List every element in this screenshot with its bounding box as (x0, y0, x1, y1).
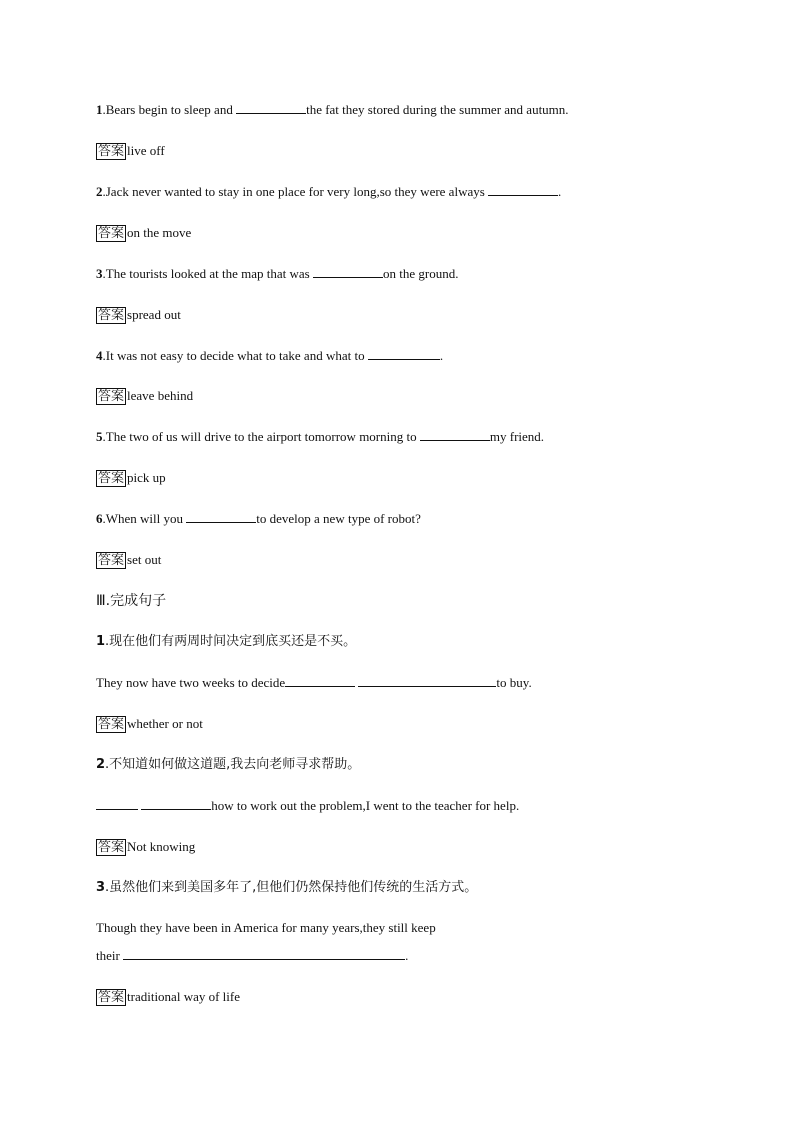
sentence-text: their (96, 948, 124, 963)
question-number: 1 (96, 102, 103, 117)
answer-blank (96, 797, 138, 810)
question-number: 2 (96, 184, 103, 199)
question-text: the fat they stored during the summer and autumn. (306, 102, 569, 117)
sentence-answer-3 (96, 988, 240, 1006)
answer-blank (488, 183, 558, 196)
question-text: .The two of us will drive to the airport tomorrow morning to (102, 429, 420, 444)
question-text: .Jack never wanted to stay in one place for very long,so they were always (102, 184, 489, 199)
question-number: 4 (96, 348, 103, 363)
answer-text: Not knowing (127, 839, 196, 854)
question-5 (96, 428, 544, 446)
answer-blank (141, 797, 211, 810)
question-number: 2 (96, 757, 106, 772)
answer-label-badge: 答案 (98, 553, 125, 568)
question-text: . (439, 348, 444, 363)
sentence-prompt-2 (96, 756, 360, 774)
answer-3 (96, 306, 181, 324)
sentence-english-2 (96, 797, 519, 815)
sentence-prompt-1 (96, 633, 356, 651)
answer-blank (123, 947, 405, 960)
chinese-prompt: .现在他们有两周时间决定到底买还是不买。 (105, 634, 357, 649)
answer-text: live off (127, 143, 165, 158)
question-number: 3 (96, 266, 103, 281)
sentence-text: to buy. (496, 675, 532, 690)
question-text: .The tourists looked at the map that was (102, 266, 313, 281)
question-text: on the ground. (382, 266, 459, 281)
sentence-english-3-line2 (96, 947, 408, 965)
question-text: my friend. (489, 429, 545, 444)
chinese-prompt: .不知道如何做这道题,我去向老师寻求帮助。 (105, 757, 361, 772)
sentence-text: . (405, 948, 409, 963)
answer-1 (96, 142, 165, 160)
section-title: Ⅲ.完成句子 (96, 593, 167, 609)
question-3 (96, 265, 458, 283)
answer-text: on the move (127, 225, 192, 240)
question-2 (96, 183, 561, 201)
answer-blank (358, 674, 496, 687)
answer-text: traditional way of life (127, 989, 241, 1004)
sentence-answer-1 (96, 715, 203, 733)
question-6 (96, 510, 421, 528)
answer-blank (368, 347, 440, 360)
answer-4 (96, 387, 193, 405)
question-4 (96, 347, 443, 365)
answer-text: whether or not (127, 716, 203, 731)
sentence-answer-2 (96, 838, 195, 856)
question-text: .It was not easy to decide what to take and what to (102, 348, 368, 363)
answer-label-badge: 答案 (98, 389, 125, 404)
sentence-text: how to work out the problem,I went to the teacher for help. (211, 798, 520, 813)
answer-blank (285, 674, 355, 687)
sentence-text: They now have two weeks to decide (96, 675, 286, 690)
answer-blank (420, 428, 490, 441)
chinese-prompt: .虽然他们来到美国多年了,但他们仍然保持他们传统的生活方式。 (105, 880, 478, 895)
answer-2 (96, 224, 191, 242)
answer-label-badge: 答案 (98, 226, 125, 241)
question-text: . (558, 184, 562, 199)
question-text: .Bears begin to sleep and (102, 102, 237, 117)
answer-label-badge: 答案 (98, 471, 125, 486)
answer-5 (96, 469, 166, 487)
question-number: 3 (96, 880, 106, 895)
answer-blank (313, 265, 383, 278)
sentence-prompt-3 (96, 879, 477, 897)
question-text: to develop a new type of robot? (256, 511, 421, 526)
question-1 (96, 101, 569, 119)
question-number: 1 (96, 634, 106, 649)
question-text: .When will you (102, 511, 187, 526)
question-number: 5 (96, 429, 103, 444)
answer-blank (236, 101, 306, 114)
answer-text: leave behind (127, 388, 194, 403)
answer-label-badge: 答案 (98, 990, 125, 1005)
answer-text: set out (127, 552, 162, 567)
answer-text: spread out (127, 307, 181, 322)
sentence-english-3-line1: Though they have been in America for many years,they still keep (96, 920, 436, 935)
sentence-english-1 (96, 674, 532, 692)
answer-label-badge: 答案 (98, 144, 125, 159)
question-number: 6 (96, 511, 103, 526)
answer-label-badge: 答案 (98, 840, 125, 855)
answer-6 (96, 551, 161, 569)
answer-text: pick up (127, 470, 166, 485)
answer-label-badge: 答案 (98, 308, 125, 323)
answer-blank (186, 510, 256, 523)
answer-label-badge: 答案 (98, 717, 125, 732)
